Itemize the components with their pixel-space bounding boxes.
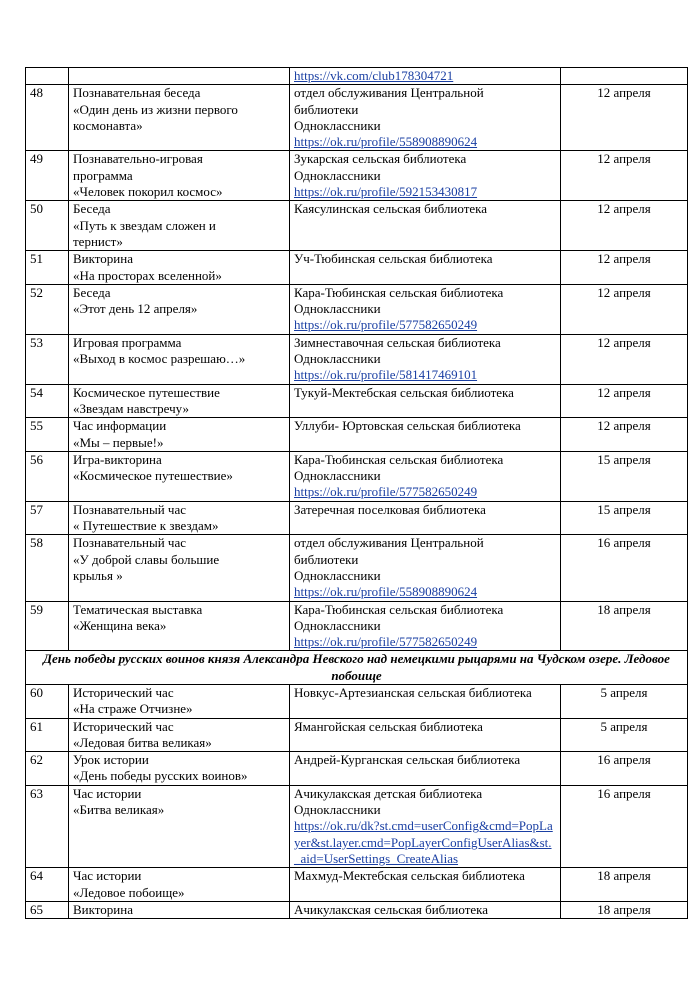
- event-title-cell: [69, 85, 290, 151]
- venue-cell: [290, 718, 561, 752]
- events-table-body-lower: [26, 684, 688, 918]
- event-title-cell: [69, 901, 290, 918]
- event-title-line: «Космическое путешествие»: [73, 468, 233, 484]
- venue-line: Новкус-Артезианская сельская библиотека: [294, 684, 532, 700]
- event-title-line: крылья »: [73, 567, 123, 583]
- event-date: 18 апреля: [561, 868, 688, 902]
- social-link[interactable]: https://ok.ru/profile/592153430817: [294, 184, 478, 200]
- event-date: 15 апреля: [561, 451, 688, 501]
- venue-line: Одноклассники: [294, 117, 381, 133]
- event-title-line: «Ледовая битва великая»: [73, 734, 212, 750]
- venue-line: Ачикулакская детская библиотека: [294, 785, 483, 801]
- venue-line: Одноклассники: [294, 468, 381, 484]
- venue-cell: [290, 684, 561, 718]
- table-row: [26, 151, 688, 201]
- venue-cell: [290, 501, 561, 535]
- venue-line: Одноклассники: [294, 617, 381, 633]
- event-title-line: тернист»: [73, 233, 123, 249]
- venue-line: Зимнеставочная сельская библиотека: [294, 334, 501, 350]
- event-title-cell: [69, 201, 290, 251]
- event-date: 12 апреля: [561, 384, 688, 418]
- event-date: 12 апреля: [561, 151, 688, 201]
- event-title-line: Игра-викторина: [73, 451, 162, 467]
- event-title-cell: [69, 501, 290, 535]
- venue-line: отдел обслуживания Центральной: [294, 85, 484, 101]
- event-title-line: Исторический час: [73, 684, 174, 700]
- event-title-line: Познавательная беседа: [73, 85, 201, 101]
- row-number: 51: [26, 251, 69, 285]
- event-title-line: «На просторах вселенной»: [73, 267, 222, 283]
- venue-line: Одноклассники: [294, 802, 381, 818]
- social-link[interactable]: https://vk.com/club178304721: [294, 68, 454, 83]
- event-date: 16 апреля: [561, 535, 688, 601]
- event-date: 16 апреля: [561, 752, 688, 786]
- event-date: [561, 68, 688, 85]
- event-date: 5 апреля: [561, 718, 688, 752]
- table-row: [26, 684, 688, 718]
- venue-line: Каясулинская сельская библиотека: [294, 201, 488, 217]
- section-heading-body: [26, 651, 688, 685]
- venue-line: Одноклассники: [294, 567, 381, 583]
- table-row: [26, 284, 688, 334]
- event-title-cell: [69, 601, 290, 651]
- event-title-cell: [69, 684, 290, 718]
- event-date: 16 апреля: [561, 785, 688, 867]
- event-title-line: «День победы русских воинов»: [73, 768, 248, 784]
- social-link-line: [294, 184, 556, 200]
- section-heading: День победы русских воинов князя Александра Невского над немецкими рыцарями на Чудском озере. Ледовое побоище: [26, 651, 688, 685]
- event-title-line: «Один день из жизни первого: [73, 101, 238, 117]
- venue-line: Андрей-Курганская сельская библиотека: [294, 752, 521, 768]
- event-title-line: Урок истории: [73, 752, 149, 768]
- table-row: [26, 251, 688, 285]
- event-title-cell: [69, 718, 290, 752]
- social-link-line: [294, 584, 556, 600]
- row-number: 54: [26, 384, 69, 418]
- venue-line: Тукуй-Мектебская сельская библиотека: [294, 384, 514, 400]
- event-title-line: «Ледовое побоище»: [73, 884, 185, 900]
- table-row: [26, 785, 688, 867]
- venue-cell: [290, 384, 561, 418]
- event-date: 12 апреля: [561, 251, 688, 285]
- event-title-line: «Выход в космос разрешаю…»: [73, 351, 246, 367]
- event-title-line: Час истории: [73, 785, 142, 801]
- social-link-line: [294, 367, 556, 383]
- row-number: 55: [26, 418, 69, 452]
- event-title-line: космонавта»: [73, 117, 143, 133]
- row-number: 56: [26, 451, 69, 501]
- venue-cell: [290, 451, 561, 501]
- event-title-line: «Человек покорил космос»: [73, 184, 223, 200]
- table-row: [26, 718, 688, 752]
- events-table: [25, 67, 688, 919]
- venue-line: Ачикулакская сельская библиотека: [294, 901, 489, 917]
- event-date: 12 апреля: [561, 418, 688, 452]
- event-title-line: Познавательно-игровая: [73, 151, 203, 167]
- venue-cell: [290, 68, 561, 85]
- event-title-line: Час истории: [73, 868, 142, 884]
- table-row: [26, 501, 688, 535]
- event-title-cell: [69, 451, 290, 501]
- event-title-cell: [69, 68, 290, 85]
- event-date: 15 апреля: [561, 501, 688, 535]
- table-row: [26, 68, 688, 85]
- event-title-line: «Женщина века»: [73, 617, 167, 633]
- table-row: [26, 334, 688, 384]
- venue-cell: [290, 284, 561, 334]
- event-title-cell: [69, 418, 290, 452]
- table-row: [26, 384, 688, 418]
- event-date: 12 апреля: [561, 85, 688, 151]
- venue-line: Ямангойская сельская библиотека: [294, 718, 483, 734]
- event-title-line: Познавательный час: [73, 501, 186, 517]
- table-row: [26, 201, 688, 251]
- venue-line: отдел обслуживания Центральной: [294, 535, 484, 551]
- venue-cell: [290, 868, 561, 902]
- event-date: 12 апреля: [561, 201, 688, 251]
- venue-cell: [290, 601, 561, 651]
- venue-line: Одноклассники: [294, 351, 381, 367]
- venue-line: Затеречная поселковая библиотека: [294, 501, 486, 517]
- venue-cell: [290, 85, 561, 151]
- table-row: [26, 85, 688, 151]
- venue-cell: [290, 201, 561, 251]
- row-number: 52: [26, 284, 69, 334]
- social-link-line: [294, 634, 556, 650]
- row-number: [26, 68, 69, 85]
- event-title-line: Космическое путешествие: [73, 384, 220, 400]
- social-link[interactable]: https://ok.ru/profile/558908890624: [294, 134, 478, 150]
- event-title-cell: [69, 785, 290, 867]
- social-link[interactable]: https://ok.ru/profile/558908890624: [294, 584, 478, 600]
- social-link-line: [294, 68, 556, 84]
- event-date: 12 апреля: [561, 284, 688, 334]
- venue-line: Уч-Тюбинская сельская библиотека: [294, 251, 493, 267]
- row-number: 50: [26, 201, 69, 251]
- event-title-cell: [69, 868, 290, 902]
- event-date: 18 апреля: [561, 901, 688, 918]
- section-heading-row: [26, 651, 688, 685]
- row-number: 60: [26, 684, 69, 718]
- table-row: [26, 418, 688, 452]
- event-title-line: Игровая программа: [73, 334, 182, 350]
- event-title-line: «У доброй славы большие: [73, 551, 220, 567]
- row-number: 64: [26, 868, 69, 902]
- row-number: 57: [26, 501, 69, 535]
- event-title-line: программа: [73, 167, 133, 183]
- social-link[interactable]: https://ok.ru/profile/577582650249: [294, 484, 478, 500]
- event-date: 18 апреля: [561, 601, 688, 651]
- table-row: [26, 901, 688, 918]
- event-title-cell: [69, 384, 290, 418]
- event-title-line: Познавательный час: [73, 535, 186, 551]
- table-row: [26, 752, 688, 786]
- venue-line: библиотеки: [294, 551, 359, 567]
- row-number: 48: [26, 85, 69, 151]
- event-title-line: Викторина: [73, 901, 133, 917]
- social-link-line: [294, 134, 556, 150]
- venue-cell: [290, 418, 561, 452]
- event-title-line: « Путешествие к звездам»: [73, 518, 219, 534]
- event-title-line: Исторический час: [73, 718, 174, 734]
- event-date: 5 апреля: [561, 684, 688, 718]
- event-title-line: «Битва великая»: [73, 802, 165, 818]
- row-number: 61: [26, 718, 69, 752]
- venue-cell: [290, 334, 561, 384]
- event-title-cell: [69, 284, 290, 334]
- venue-line: Одноклассники: [294, 167, 381, 183]
- event-title-cell: [69, 752, 290, 786]
- social-link-line: [294, 484, 556, 500]
- event-title-line: «На страже Отчизне»: [73, 701, 193, 717]
- social-link[interactable]: https://ok.ru/profile/577582650249: [294, 317, 478, 333]
- table-row: [26, 601, 688, 651]
- event-title-line: Час информации: [73, 418, 167, 434]
- venue-cell: [290, 901, 561, 918]
- venue-line: библиотеки: [294, 101, 359, 117]
- event-title-line: «Путь к звездам сложен и: [73, 217, 216, 233]
- event-title-line: Беседа: [73, 284, 111, 300]
- venue-line: Одноклассники: [294, 301, 381, 317]
- venue-line: Кара-Тюбинская сельская библиотека: [294, 451, 504, 467]
- table-row: [26, 451, 688, 501]
- table-row: [26, 868, 688, 902]
- venue-line: Зукарская сельская библиотека: [294, 151, 467, 167]
- event-title-line: Тематическая выставка: [73, 601, 203, 617]
- event-title-cell: [69, 251, 290, 285]
- venue-cell: [290, 752, 561, 786]
- social-link[interactable]: https://ok.ru/dk?st.cmd=userConfig&cmd=PopLayer&st.layer.cmd=PopLayerConfigUserAlias&st._aid=UserSettings_CreateAlias: [294, 818, 553, 866]
- table-row: [26, 535, 688, 601]
- venue-cell: [290, 251, 561, 285]
- event-title-cell: [69, 151, 290, 201]
- venue-cell: [290, 535, 561, 601]
- events-table-body-upper: [26, 68, 688, 651]
- row-number: 59: [26, 601, 69, 651]
- venue-line: Кара-Тюбинская сельская библиотека: [294, 601, 504, 617]
- venue-cell: [290, 151, 561, 201]
- social-link-line: [294, 317, 556, 333]
- row-number: 58: [26, 535, 69, 601]
- social-link[interactable]: https://ok.ru/profile/581417469101: [294, 367, 478, 383]
- event-title-cell: [69, 334, 290, 384]
- row-number: 49: [26, 151, 69, 201]
- row-number: 63: [26, 785, 69, 867]
- venue-line: Кара-Тюбинская сельская библиотека: [294, 284, 504, 300]
- event-title-line: Викторина: [73, 251, 133, 267]
- event-title-line: Беседа: [73, 201, 111, 217]
- row-number: 65: [26, 901, 69, 918]
- row-number: 53: [26, 334, 69, 384]
- event-title-line: «Звездам навстречу»: [73, 400, 189, 416]
- event-title-line: «Этот день 12 апреля»: [73, 301, 198, 317]
- venue-cell: [290, 785, 561, 867]
- venue-line: Махмуд-Мектебская сельская библиотека: [294, 868, 525, 884]
- event-title-line: «Мы – первые!»: [73, 434, 164, 450]
- venue-line: Уллуби- Юртовская сельская библиотека: [294, 418, 521, 434]
- event-date: 12 апреля: [561, 334, 688, 384]
- event-title-cell: [69, 535, 290, 601]
- social-link[interactable]: https://ok.ru/profile/577582650249: [294, 634, 478, 650]
- row-number: 62: [26, 752, 69, 786]
